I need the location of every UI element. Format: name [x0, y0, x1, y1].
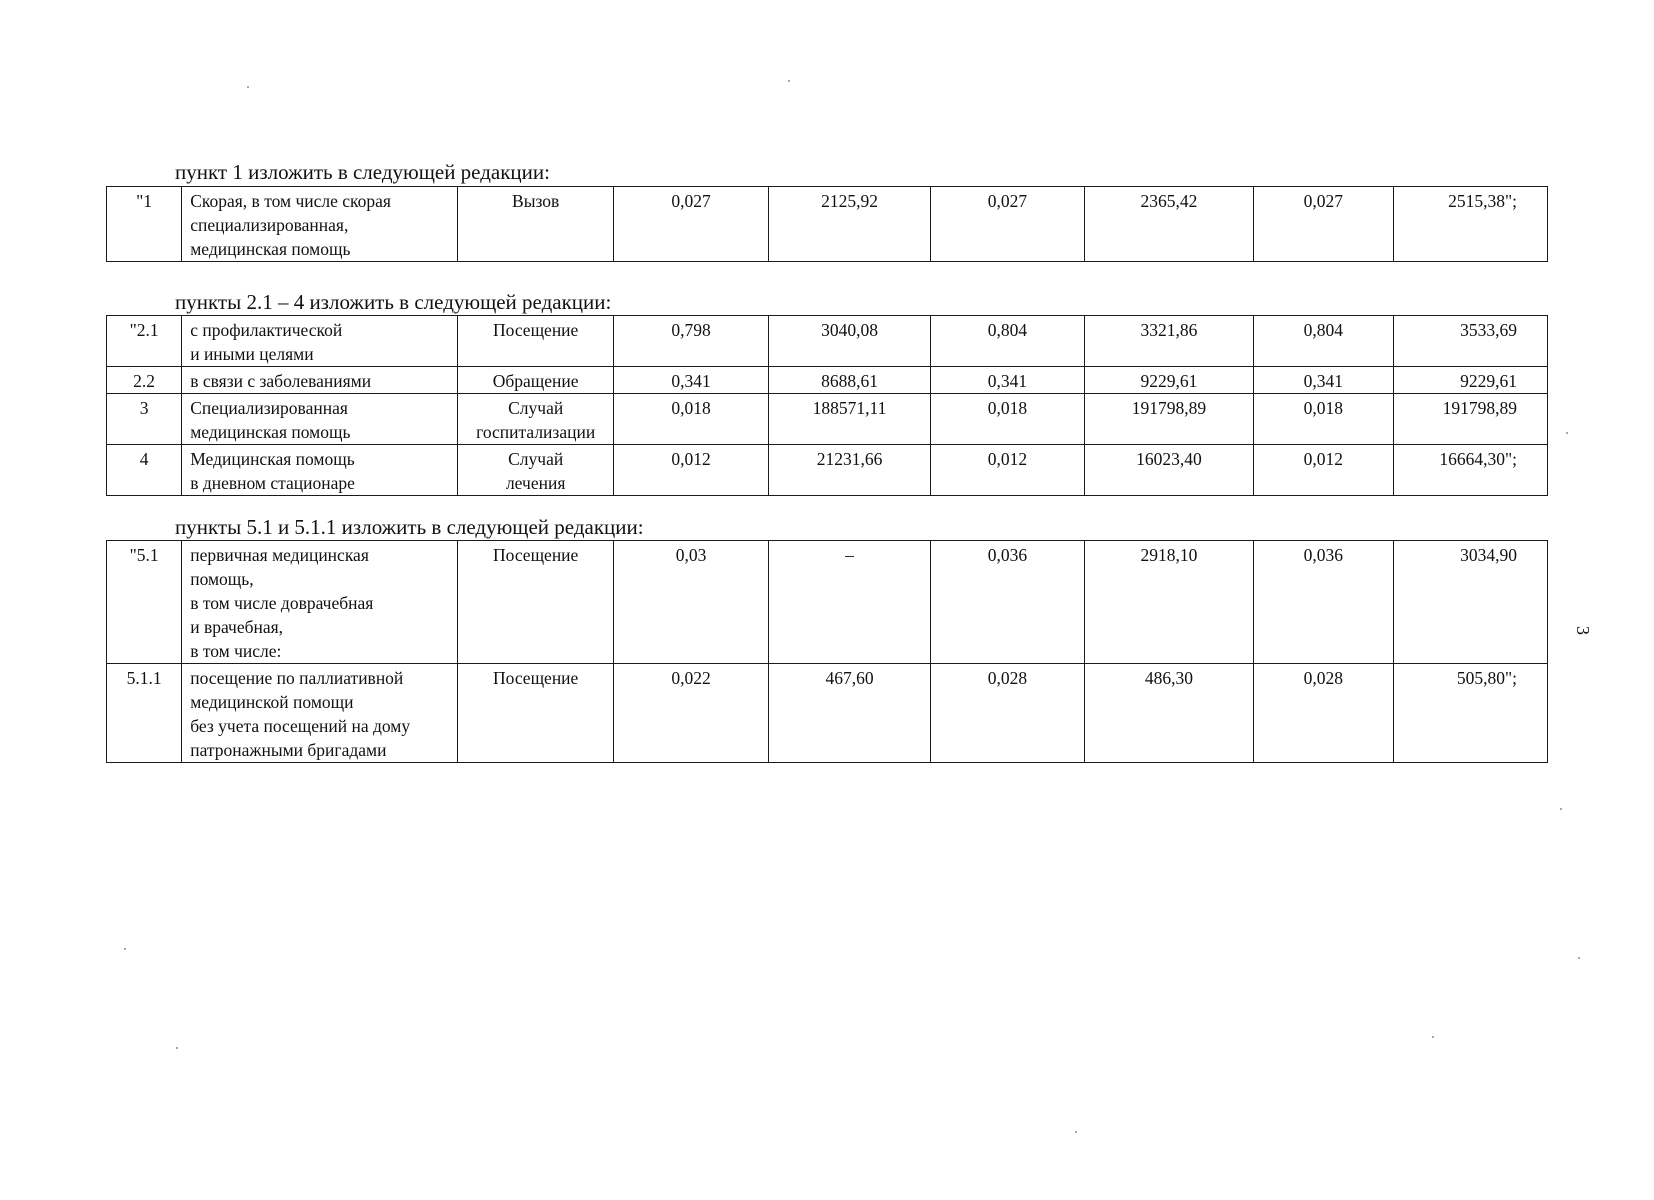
section-2-table [106, 315, 1548, 496]
norm-1: 0,03 [614, 541, 768, 664]
norm-3: 0,012 [1254, 445, 1393, 496]
row-number: 2.2 [107, 367, 182, 394]
row-number: "5.1 [107, 541, 182, 664]
cost-1: 8688,61 [768, 367, 930, 394]
cost-3: 505,80"; [1393, 664, 1548, 763]
norm-2: 0,012 [931, 445, 1084, 496]
scan-speck [176, 1047, 178, 1049]
care-type: первичная медицинская помощь, в том числе доврачебная и врачебная, в том числе: [182, 541, 458, 664]
scan-speck [1578, 957, 1580, 959]
care-type: в связи с заболеваниями [182, 367, 458, 394]
scan-speck [1566, 432, 1568, 434]
scan-speck [124, 948, 126, 950]
section-3-heading: пункты 5.1 и 5.1.1 изложить в следующей редакции: [175, 515, 644, 539]
care-type: Медицинская помощь в дневном стационаре [182, 445, 458, 496]
cost-2: 2365,42 [1084, 187, 1253, 262]
norm-3: 0,027 [1254, 187, 1393, 262]
norm-2: 0,341 [931, 367, 1084, 394]
norm-3: 0,018 [1254, 394, 1393, 445]
norm-2: 0,018 [931, 394, 1084, 445]
care-type: Скорая, в том числе скорая специализированная, медицинская помощь [182, 187, 458, 262]
cost-2: 191798,89 [1084, 394, 1253, 445]
table-row [107, 541, 1548, 664]
table-row [107, 394, 1548, 445]
table-row [107, 187, 1548, 262]
section-1-table [106, 186, 1548, 262]
scan-speck [1560, 808, 1562, 810]
table-row [107, 664, 1548, 763]
norm-3: 0,341 [1254, 367, 1393, 394]
cost-1: 2125,92 [768, 187, 930, 262]
row-number: "2.1 [107, 316, 182, 367]
row-number: 5.1.1 [107, 664, 182, 763]
cost-3: 16664,30"; [1393, 445, 1548, 496]
cost-2: 3321,86 [1084, 316, 1253, 367]
cost-3: 191798,89 [1393, 394, 1548, 445]
row-number: 4 [107, 445, 182, 496]
unit: Посещение [457, 664, 613, 763]
norm-3: 0,036 [1254, 541, 1393, 664]
cost-3: 3034,90 [1393, 541, 1548, 664]
cost-1: 467,60 [768, 664, 930, 763]
cost-1: 3040,08 [768, 316, 930, 367]
row-number: "1 [107, 187, 182, 262]
scan-speck [1075, 1131, 1077, 1133]
scan-speck [1432, 1036, 1434, 1038]
norm-3: 0,028 [1254, 664, 1393, 763]
norm-1: 0,341 [614, 367, 768, 394]
cost-2: 2918,10 [1084, 541, 1253, 664]
cost-1: 21231,66 [768, 445, 930, 496]
cost-1: 188571,11 [768, 394, 930, 445]
unit: Посещение [457, 316, 613, 367]
section-1-heading: пункт 1 изложить в следующей редакции: [175, 160, 550, 184]
unit: Обращение [457, 367, 613, 394]
cost-3: 9229,61 [1393, 367, 1548, 394]
norm-1: 0,027 [614, 187, 768, 262]
table-row [107, 316, 1548, 367]
scan-speck [247, 86, 249, 88]
section-3-table [106, 540, 1548, 763]
norm-1: 0,012 [614, 445, 768, 496]
norm-1: 0,022 [614, 664, 768, 763]
unit: Вызов [457, 187, 613, 262]
unit: Посещение [457, 541, 613, 664]
table-row [107, 445, 1548, 496]
cost-2: 9229,61 [1084, 367, 1253, 394]
norm-2: 0,027 [931, 187, 1084, 262]
section-2-heading: пункты 2.1 – 4 изложить в следующей редакции: [175, 290, 612, 314]
norm-1: 0,018 [614, 394, 768, 445]
cost-1: – [768, 541, 930, 664]
unit: Случай госпитализации [457, 394, 613, 445]
norm-2: 0,028 [931, 664, 1084, 763]
row-number: 3 [107, 394, 182, 445]
norm-2: 0,036 [931, 541, 1084, 664]
norm-1: 0,798 [614, 316, 768, 367]
cost-3: 2515,38"; [1393, 187, 1548, 262]
scan-speck [788, 80, 790, 82]
cost-3: 3533,69 [1393, 316, 1548, 367]
care-type: Специализированная медицинская помощь [182, 394, 458, 445]
table-row [107, 367, 1548, 394]
cost-2: 486,30 [1084, 664, 1253, 763]
norm-2: 0,804 [931, 316, 1084, 367]
cost-2: 16023,40 [1084, 445, 1253, 496]
care-type: с профилактической и иными целями [182, 316, 458, 367]
norm-3: 0,804 [1254, 316, 1393, 367]
care-type: посещение по паллиативной медицинской помощи без учета посещений на дому патронажными бригадами [182, 664, 458, 763]
unit: Случай лечения [457, 445, 613, 496]
page-number: 3 [1573, 626, 1593, 635]
